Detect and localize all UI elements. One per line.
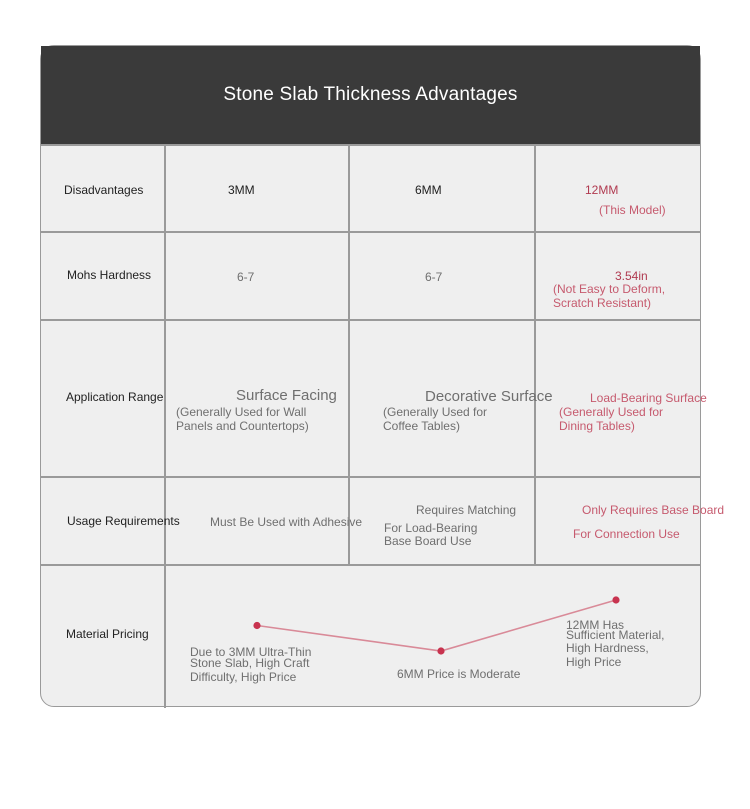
price-point-6mm bbox=[437, 647, 444, 654]
comparison-card bbox=[40, 45, 725, 707]
cell-12mm-pricing-line-1: 12MM Has bbox=[566, 618, 625, 632]
cell-3mm-application-title: Surface Facing bbox=[236, 387, 337, 404]
cell-12mm-pricing-line-3: High Hardness, bbox=[566, 641, 649, 655]
page-title: Stone Slab Thickness Advantages bbox=[223, 84, 518, 105]
cell-6mm-hardness: 6-7 bbox=[425, 270, 443, 284]
row-label-disadvantages: Disadvantages bbox=[64, 183, 144, 197]
cell-3mm-header: 3MM bbox=[228, 183, 255, 197]
row-label-usage: Usage Requirements bbox=[67, 514, 180, 528]
price-trend-line bbox=[257, 600, 616, 651]
cell-3mm-application-line-1: (Generally Used for Wall bbox=[176, 405, 307, 419]
cell-12mm-pricing-line-4: High Price bbox=[566, 655, 622, 669]
price-point-12mm bbox=[612, 596, 619, 603]
cell-6mm-usage-line-2: For Load-Bearing bbox=[384, 521, 478, 535]
cell-6mm-pricing: 6MM Price is Moderate bbox=[397, 667, 521, 681]
cell-3mm-application-line-2: Panels and Countertops) bbox=[176, 419, 309, 433]
cell-12mm-hardness: 3.54in bbox=[615, 269, 648, 283]
cell-6mm-usage-line-1: Requires Matching bbox=[416, 503, 517, 517]
cell-3mm-pricing-line-1: Due to 3MM Ultra-Thin bbox=[190, 645, 312, 659]
price-line-chart bbox=[41, 46, 702, 708]
cell-12mm-hardness-note-2: Scratch Resistant) bbox=[553, 296, 652, 310]
cell-6mm-application-line-1: (Generally Used for bbox=[383, 405, 488, 419]
cell-12mm-header: 12MM bbox=[585, 183, 619, 197]
cell-3mm-hardness: 6-7 bbox=[237, 270, 255, 284]
cell-3mm-usage: Must Be Used with Adhesive bbox=[210, 515, 363, 529]
cell-6mm-header: 6MM bbox=[415, 183, 442, 197]
cell-3mm-pricing-line-2: Stone Slab, High Craft bbox=[190, 656, 310, 670]
cell-12mm-usage-line-1: Only Requires Base Board bbox=[582, 503, 725, 517]
price-point-3mm bbox=[253, 622, 260, 629]
cell-12mm-usage-line-2: For Connection Use bbox=[573, 527, 680, 541]
row-label-hardness: Mohs Hardness bbox=[67, 268, 152, 282]
cell-6mm-usage-line-3: Base Board Use bbox=[384, 534, 472, 548]
cell-12mm-application-line-1: (Generally Used for bbox=[559, 405, 664, 419]
cell-12mm-hardness-note-1: (Not Easy to Deform, bbox=[553, 282, 666, 296]
cell-3mm-pricing-line-3: Difficulty, High Price bbox=[190, 670, 297, 684]
cell-12mm-application-title: Load-Bearing Surface bbox=[590, 391, 707, 405]
cell-6mm-application-title: Decorative Surface bbox=[425, 388, 553, 405]
row-label-pricing: Material Pricing bbox=[66, 627, 149, 641]
cell-12mm-note: (This Model) bbox=[599, 203, 666, 217]
cell-12mm-application-line-2: Dining Tables) bbox=[559, 419, 635, 433]
cell-12mm-pricing-line-2: Sufficient Material, bbox=[566, 628, 665, 642]
cell-6mm-application-line-2: Coffee Tables) bbox=[383, 419, 460, 433]
row-label-application: Application Range bbox=[66, 390, 164, 404]
